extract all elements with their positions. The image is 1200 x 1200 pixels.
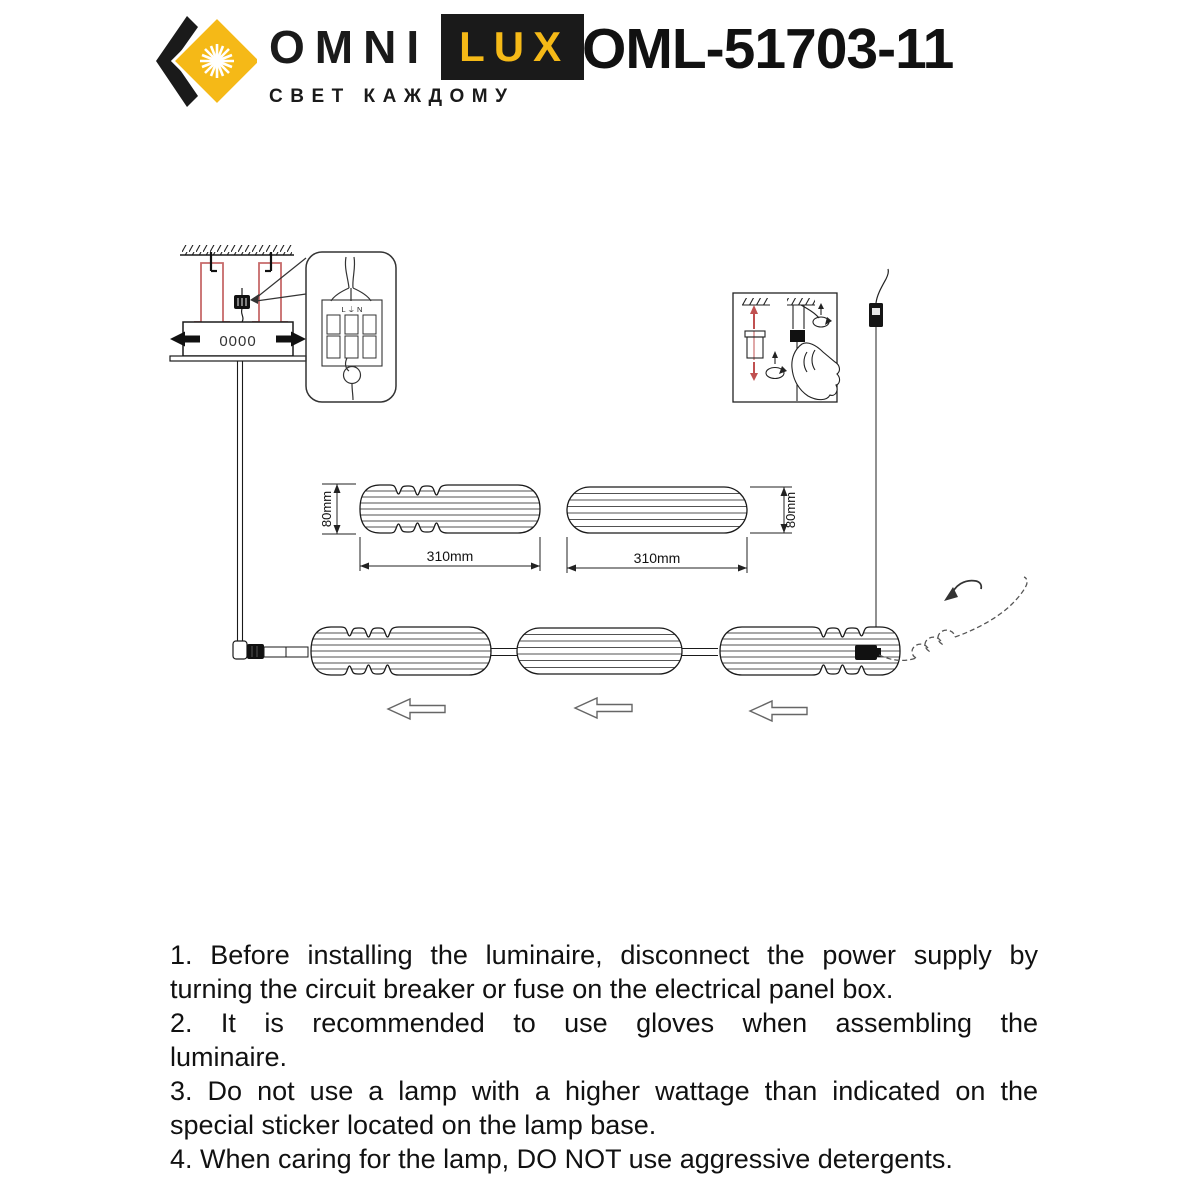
model-number: OML-51703-11 <box>582 17 954 81</box>
terminal-marking-label: L ⏚ N <box>341 305 363 314</box>
hand-grip-icon <box>792 343 840 400</box>
elbow-joint <box>233 641 247 659</box>
brand-word-lux: LUX <box>441 14 584 80</box>
brand-word-omni: OMNI <box>269 21 430 73</box>
lamp-shade-capsule <box>517 628 682 674</box>
dim-length-label: 310mm <box>426 548 474 564</box>
shade-dimension-left <box>319 484 540 571</box>
lamp-shade-ribbed <box>311 627 491 675</box>
strain-relief-loop <box>344 367 361 384</box>
slide-arrow-icon <box>575 698 632 718</box>
ceiling-hatch <box>182 245 292 255</box>
rotation-arrowhead <box>944 587 958 601</box>
connector-block-small <box>790 330 805 342</box>
ceiling-mount-diagram <box>170 245 306 641</box>
instruction-line: 3. Do not use a lamp with a higher wattage than indicated on the <box>170 1076 1038 1106</box>
dim-height-label: 80mm <box>783 491 798 529</box>
supply-wires <box>345 257 354 288</box>
instruction-line: 1. Before installing the luminaire, disconnect the power supply by <box>170 940 1038 970</box>
dim-length-label: 310mm <box>633 550 681 566</box>
red-slide-arrows <box>750 305 758 381</box>
threaded-sleeve <box>745 331 765 337</box>
lamp-end-connector <box>247 644 264 659</box>
mounting-detail-inset <box>733 293 840 402</box>
coil-loops <box>912 630 955 658</box>
lamp-assembly <box>233 627 900 675</box>
instruction-line: 4. When caring for the lamp, DO NOT use aggressive detergents. <box>170 1144 953 1174</box>
dim-height-label: 80mm <box>319 490 334 528</box>
instruction-line: turning the circuit breaker or fuse on the electrical panel box. <box>170 974 894 1004</box>
instruction-line: special sticker located on the lamp base. <box>170 1110 657 1140</box>
canopy-holes-label: 0000 <box>219 333 257 350</box>
instructions-text <box>170 938 1038 1176</box>
rotation-arrow <box>944 581 981 601</box>
shade-dimension-right <box>567 487 798 573</box>
instruction-line: luminaire. <box>170 1042 288 1072</box>
callout-pointer <box>250 294 259 304</box>
suspension-cable <box>869 269 888 645</box>
instruction-line: 2. It is recommended to use gloves when assembling the <box>170 1008 1038 1038</box>
assembly-slide-arrows <box>388 698 807 721</box>
terminal-screws <box>327 315 376 358</box>
slide-arrow-icon <box>388 699 445 719</box>
brand-tagline: СВЕТ КАЖДОМУ <box>269 86 515 107</box>
slide-arrow-icon <box>750 701 807 721</box>
